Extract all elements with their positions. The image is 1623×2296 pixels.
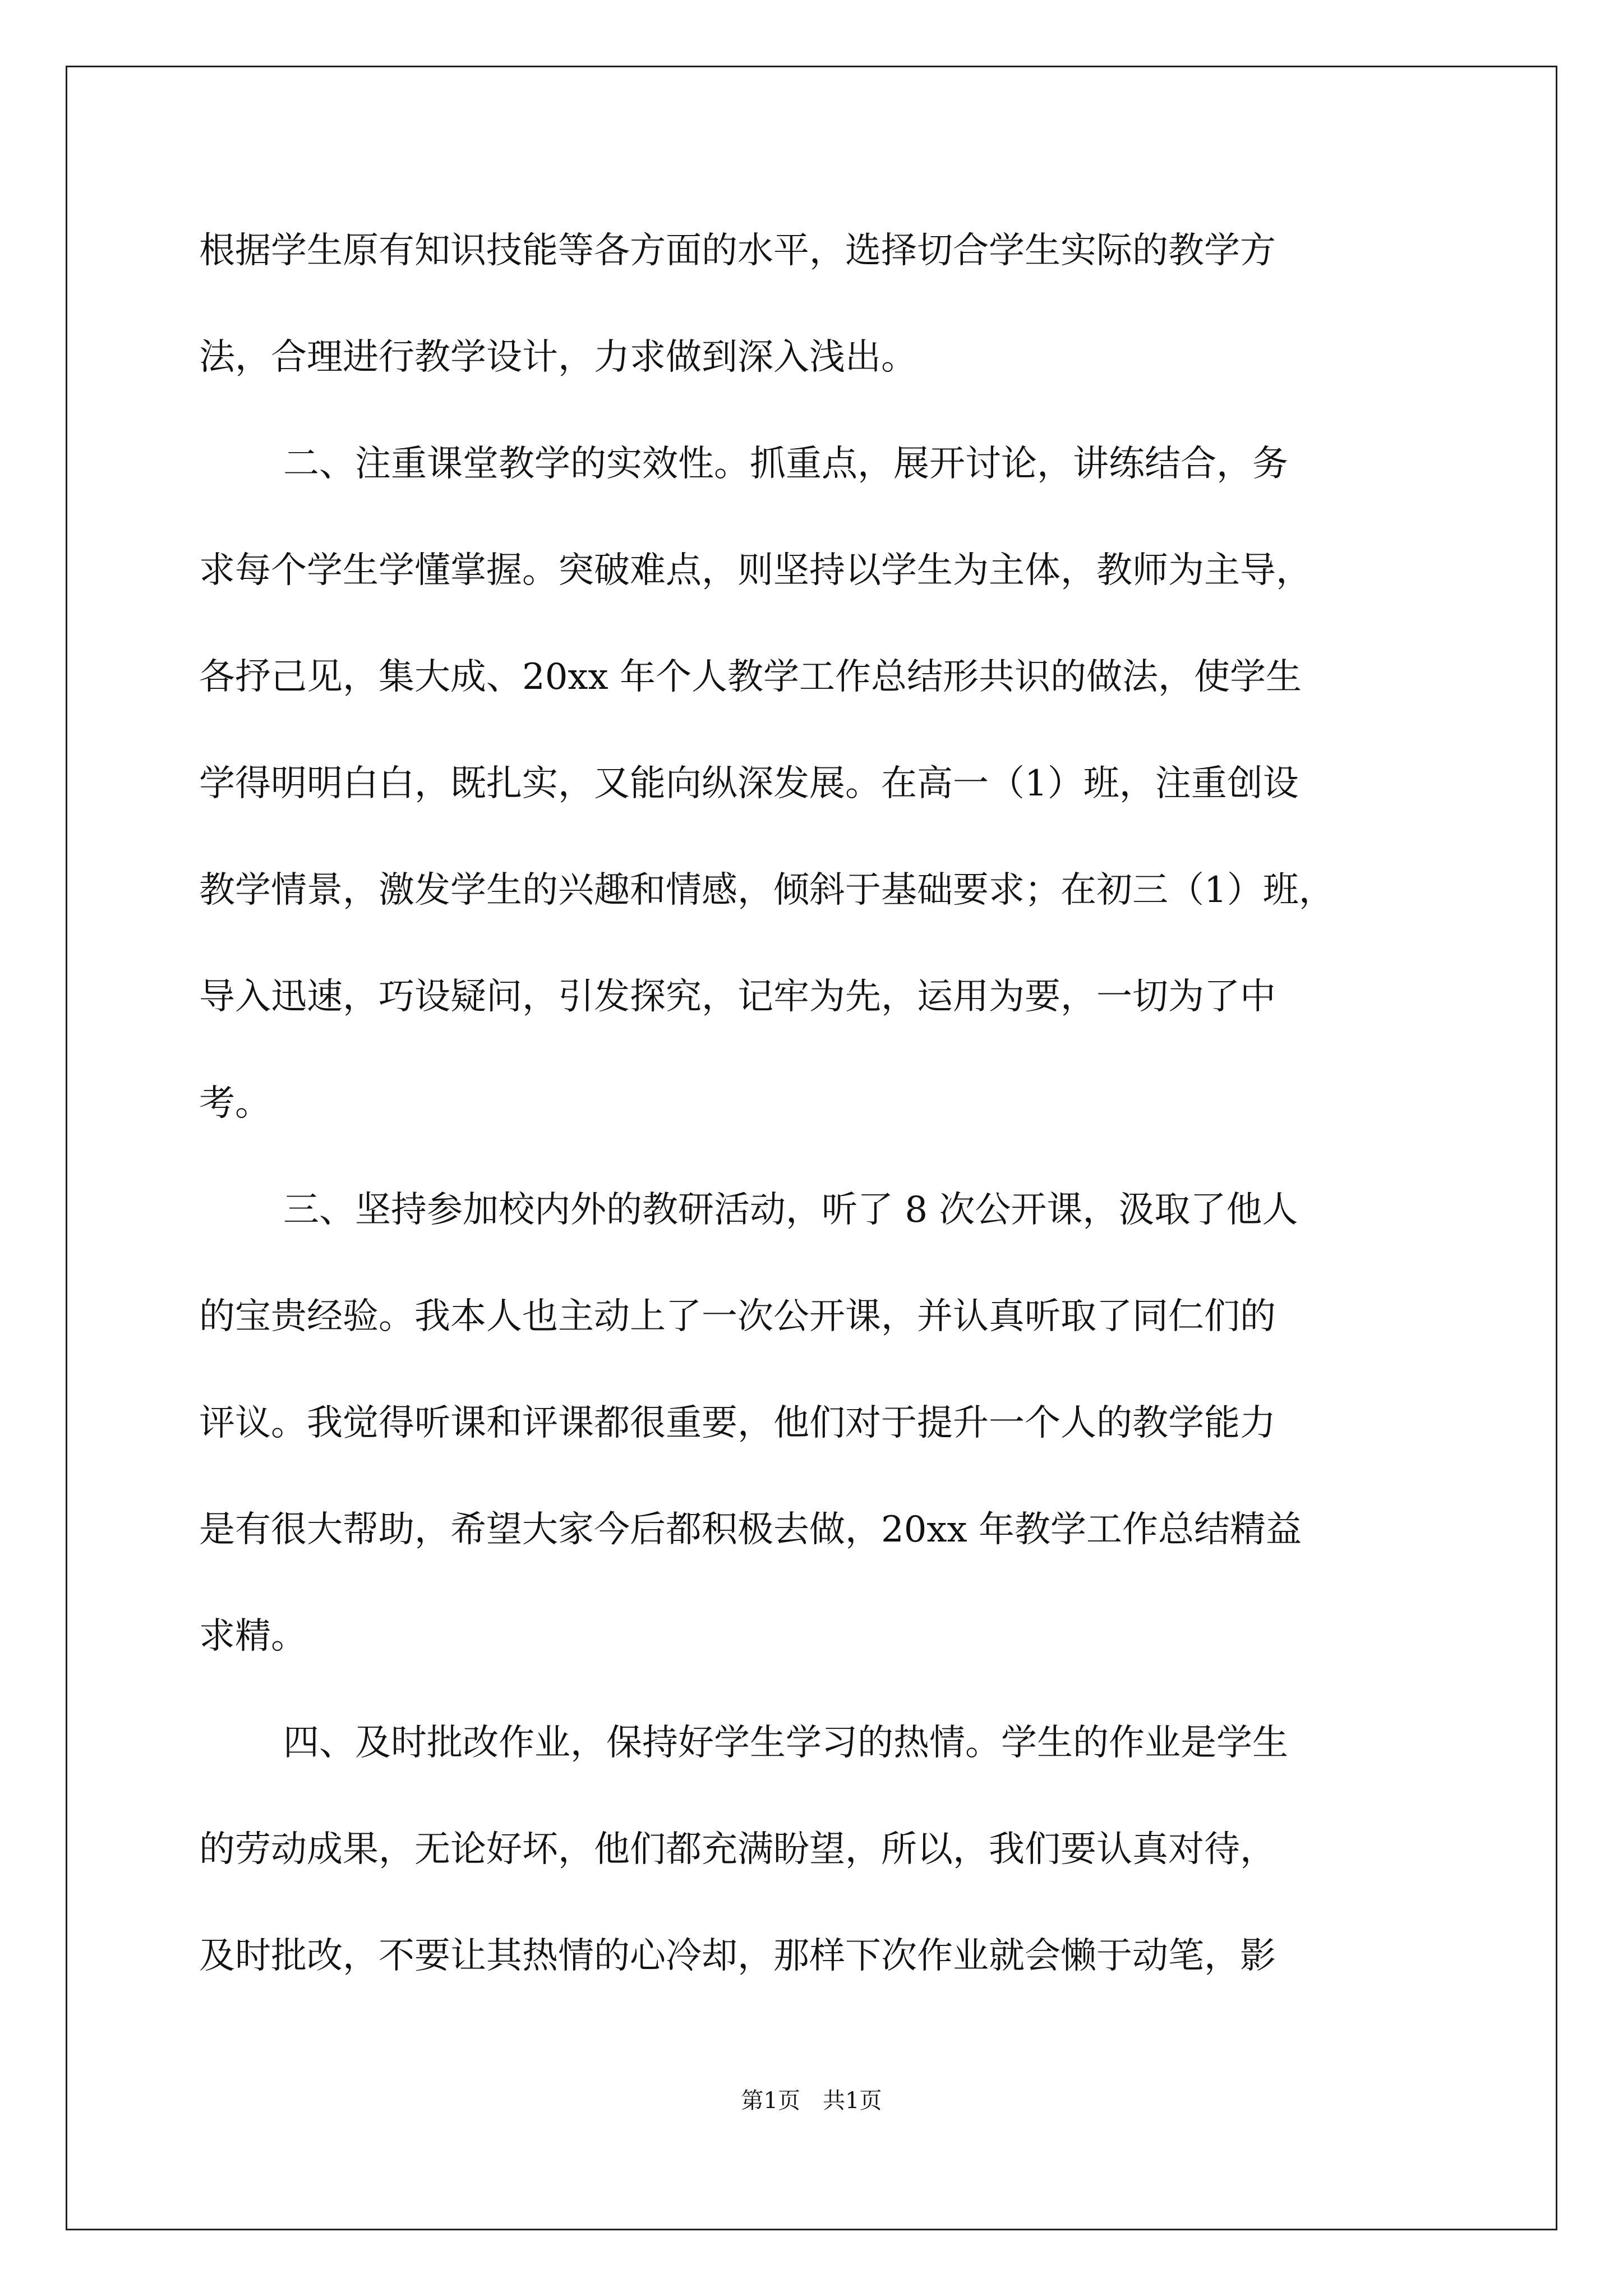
page-number-footer: 第1页 共1页 [741, 2088, 882, 2114]
text-line: 的宝贵经验。我本人也主动上了一次公开课，并认真听取了同仁们的 [199, 1296, 1276, 1337]
text-line: 的劳动成果，无论好坏，他们都充满盼望，所以，我们要认真对待， [199, 1829, 1276, 1870]
text-line: 教学情景，激发学生的兴趣和情感，倾斜于基础要求；在初三（1）班， [199, 869, 1335, 911]
text-line: 根据学生原有知识技能等各方面的水平，选择切合学生实际的教学方 [199, 230, 1276, 272]
text-line: 学得明明白白，既扎实，又能向纵深发展。在高一（1）班，注重创设 [199, 763, 1299, 804]
text-line: 是有很大帮助，希望大家今后都积极去做，20xx 年教学工作总结精益 [199, 1509, 1302, 1550]
text-line: 求精。 [199, 1616, 307, 1657]
page-border [66, 66, 1557, 2230]
text-line: 及时批改，不要让其热情的心冷却，那样下次作业就会懒于动笔，影 [199, 1935, 1276, 1977]
text-line: 各抒己见，集大成、20xx 年个人教学工作总结形共识的做法，使学生 [199, 656, 1302, 698]
text-line: 评议。我觉得听课和评课都很重要，他们对于提升一个人的教学能力 [199, 1402, 1276, 1444]
text-line: 导入迅速，巧设疑问，引发探究，记牢为先，运用为要，一切为了中 [199, 976, 1276, 1018]
text-line: 法，合理进行教学设计，力求做到深入浅出。 [199, 337, 917, 378]
text-line: 考。 [199, 1083, 271, 1124]
paragraph-start-line: 三、坚持参加校内外的教研活动，听了 8 次公开课，汲取了他人 [283, 1189, 1298, 1231]
paragraph-start-line: 四、及时批改作业，保持好学生学习的热情。学生的作业是学生 [283, 1722, 1288, 1764]
text-line: 求每个学生学懂掌握。突破难点，则坚持以学生为主体，教师为主导， [199, 550, 1312, 591]
paragraph-start-line: 二、注重课堂教学的实效性。抓重点，展开讨论，讲练结合，务 [283, 443, 1288, 485]
